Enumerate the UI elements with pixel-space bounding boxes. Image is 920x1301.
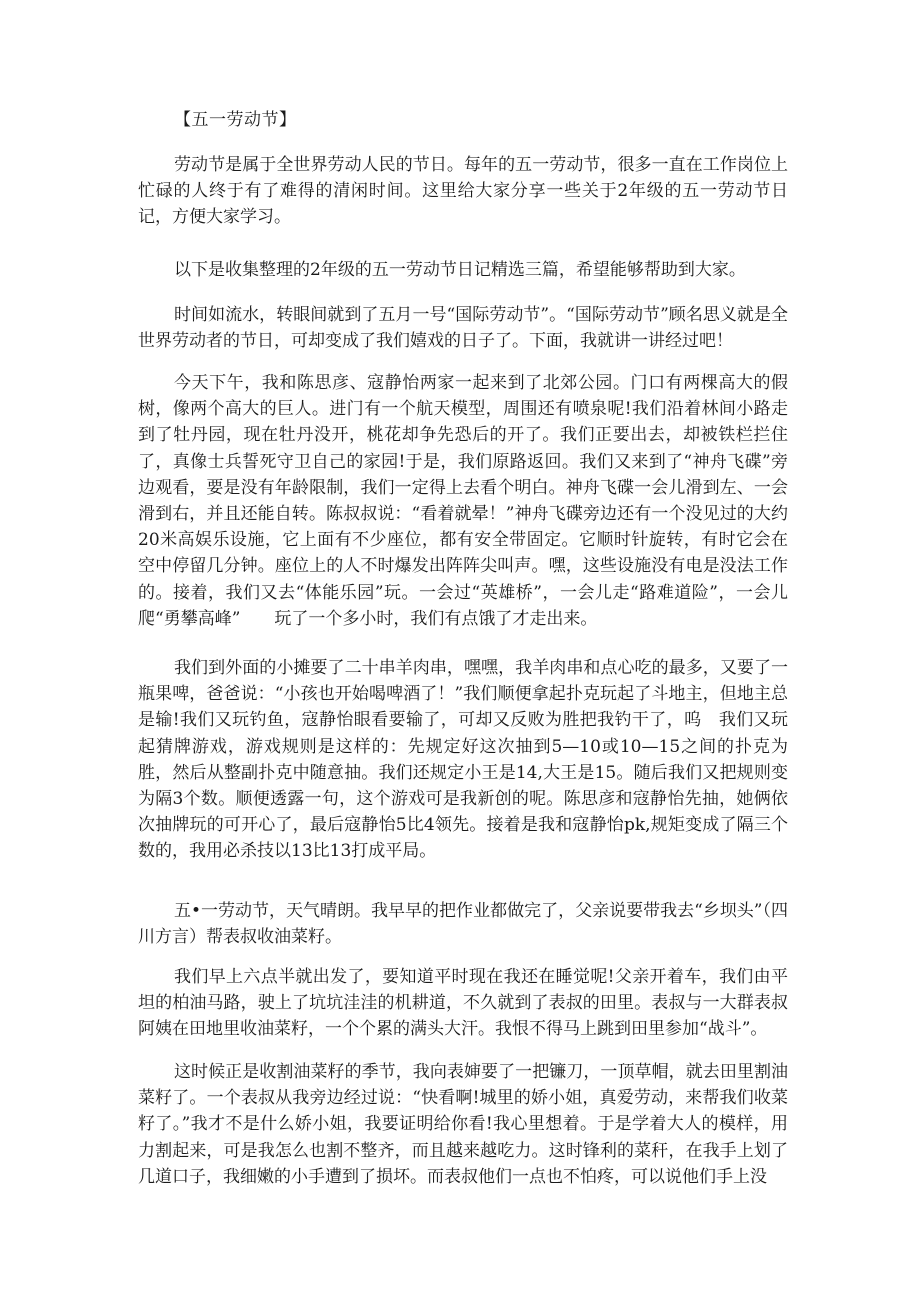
paragraph-diary1-park: 今天下午，我和陈思彦、寇静怡两家一起来到了北郊公园。门口有两棵高大的假树，像两个高大的巨人。进门有一个航天模型，周围还有喷泉呢!我们沿着林间小路走到了牡丹园，现在牡丹没开，桃花却争先恐后的开了。我们正要出去，却被铁栏拦住了，真像士兵誓死守卫自己的家园!于是，我们原路返回。我们又来到了“神舟飞碟”旁边观看，要是没有年龄限制，我们一定得上去看个明白。神舟飞碟一会儿滑到左、一会滑到右，并且还能自转。陈叔叔说：“看着就晕！”神舟飞碟旁边还有一个没见过的大约20米高娱乐设施，它上面有不少座位，都有安全带固定。它顺时针旋转，有时它会在空中停留几分钟。座位上的人不时爆发出阵阵尖叫声。嘿，这些设施没有电是没法工作的。接着，我们又去“体能乐园”玩。一会过“英雄桥”，一会儿走“路难道险”，一会儿爬“勇攀高峰” 玩了一个多小时，我们有点饿了才走出来。 [138, 373, 788, 629]
paragraph-intro: 劳动节是属于全世界劳动人民的节日。每年的五一劳动节，很多一直在工作岗位上忙碌的人终于有了难得的清闲时间。这里给大家分享一些关于2年级的五一劳动节日记，方便大家学习。 [138, 155, 788, 228]
paragraph-diary2-opening: 五•一劳动节，天气晴朗。我早早的把作业都做完了，父亲说要带我去“乡坝头”（四川方言）帮表叔收油菜籽。 [138, 901, 788, 948]
paragraph-diary2-harvest: 这时候正是收割油菜籽的季节，我向表婶要了一把镰刀，一顶草帽，就去田里割油菜籽了。一个表叔从我旁边经过说：“快看啊!城里的娇小姐，真爱劳动，来帮我们收菜籽了。”我才不是什么娇小姐，我要证明给你看!我心里想着。于是学着大人的模样，用力割起来，可是我怎么也割不整齐，而且越来越吃力。这时锋利的菜秆，在我手上划了几道口子，我细嫩的小手遭到了损坏。而表叔他们一点也不怕疼，可以说他们手上没 [138, 1062, 788, 1187]
paragraph-summary: 以下是收集整理的2年级的五一劳动节日记精选三篇，希望能够帮助到大家。 [174, 260, 746, 280]
paragraph-diary2-journey: 我们早上六点半就出发了，要知道平时现在我还在睡觉呢!父亲开着车，我们由平坦的柏油马路，驶上了坑坑洼洼的机耕道，不久就到了表叔的田里。表叔与一大群表叔阿姨在田地里收油菜籽，一个个累的满头大汗。我恨不得马上跳到田里参加“战斗”。 [138, 967, 788, 1040]
document-title: 【五一劳动节】 [174, 110, 297, 130]
paragraph-diary1-opening: 时间如流水，转眼间就到了五月一号“国际劳动节”。“国际劳动节”顾名思义就是全世界劳动者的节日，可却变成了我们嬉戏的日子了。下面，我就讲一讲经过吧！ [138, 305, 788, 352]
paragraph-diary1-games: 我们到外面的小摊要了二十串羊肉串，嘿嘿，我羊肉串和点心吃的最多，又要了一瓶果啤，爸爸说：“小孩也开始喝啤酒了！”我们顺便拿起扑克玩起了斗地主，但地主总是输!我们又玩钓鱼，寇静怡眼看要输了，可却又反败为胜把我钓干了，呜 我们又玩起猜牌游戏，游戏规则是这样的：先规定好这次抽到5—10或10—15之间的扑克为胜，然后从整副扑克中随意抽。我们还规定小王是14,大王是15。随后我们又把规则变为隔3个数。顺便透露一句，这个游戏可是我新创的呢。陈思彦和寇静怡先抽，她俩依次抽牌玩的可开心了，最后寇静怡5比4领先。接着是我和寇静怡pk,规矩变成了隔三个数的，我用必杀技以13比13打成平局。 [138, 658, 788, 862]
